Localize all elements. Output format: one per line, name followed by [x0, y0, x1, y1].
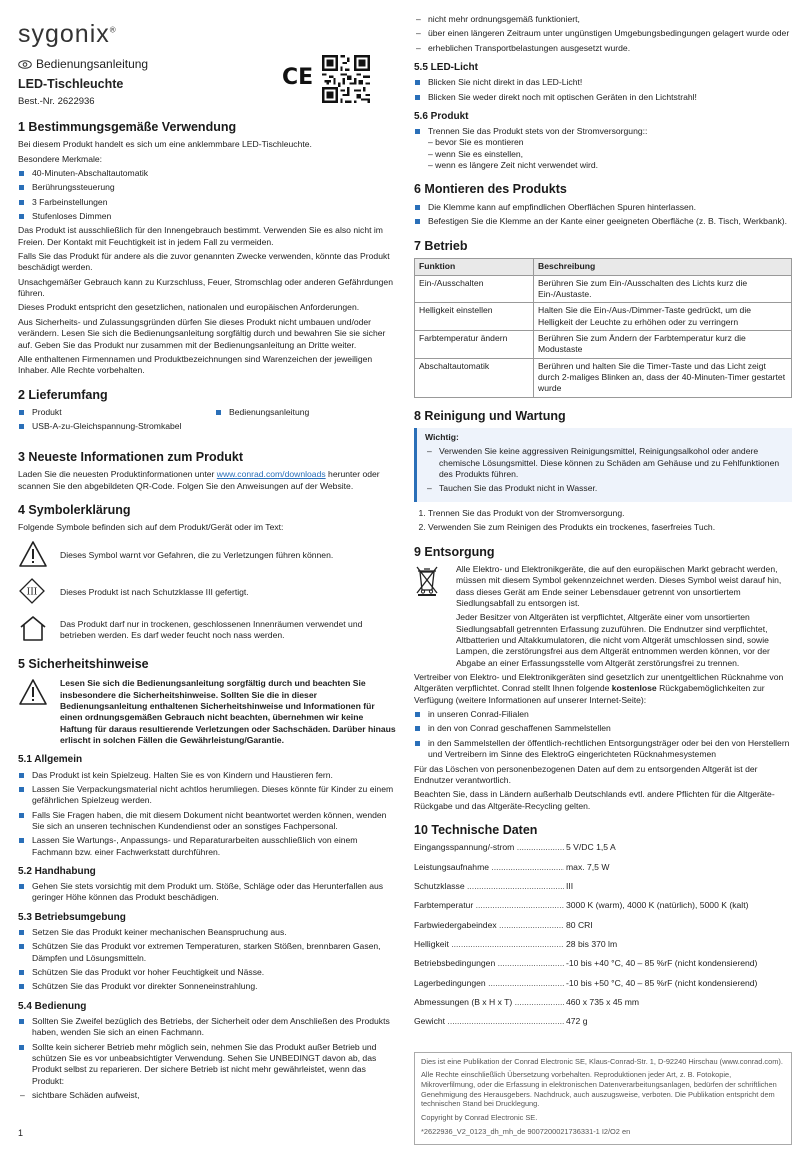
important-box: [414, 428, 792, 502]
right-column: [414, 14, 792, 1145]
table-row: Schutzklasse ..... III: [414, 881, 792, 892]
product-title: LED-Tischleuchte: [18, 76, 124, 91]
symbol-indoor-row: [18, 614, 396, 645]
list-item: Trennen Sie das Produkt stets von der Stromversorgung:: – bevor Sie es montieren – wenn Sie es einstellen, – wenn es längere Zeit nicht verwendet wird.: [414, 126, 792, 171]
warning-triangle-icon: [18, 540, 48, 568]
table-row: Abschaltautomatik Berühren und halten Sie die Timer-Taste und das Licht zeigt durch 2-maliges Blinken an, dass der 40-Minuten-Timer gestartet wurde: [415, 358, 792, 397]
downloads-link[interactable]: www.conrad.com/downloads: [216, 469, 326, 480]
s54-list: [18, 1016, 396, 1087]
list-item: Setzen Sie das Produkt keiner mechanischen Beanspruchung aus.: [18, 927, 396, 938]
weee-text: Alle Elektro- und Elektronikgeräte, die auf den europäischen Markt gebracht werden, müssen mit diesem Symbol gekennzeichnet werden. Dieses Symbol weist darauf hin, dass dieses Gerät am Ende seiner Lebensdauer getrennt von unsortiertem Siedlungsabfall zu entsorgen ist. Jeder Besitzer von Altgeräten ist verpflichtet, Altgeräte einer vom unsortierten Siedlungsabfall getrennten Erfassung zuzuführen. Die Endnutzer sind verpflichtet, Altbatterien und Altakkumulatoren, die nicht vom Altgerät umschlossen sind, sowie Lampen, die zerstörungsfrei aus dem Altgerät entnommen werden können, vor der Abgabe an einer Erfassungsstelle vom Altgerät zerstörungsfrei zu trennen.: [456, 564, 782, 668]
section-5-2-heading: 5.2 Handhabung: [18, 865, 96, 877]
s6-list: [414, 202, 792, 228]
weee-block: [414, 564, 792, 672]
s1-p6: Alle enthaltenen Firmennamen und Produktbezeichnungen sind Warenzeichen der jeweiligen Inhaber. Alle Rechte vorbehalten.: [18, 353, 373, 376]
section-6-heading: 6 Montieren des Produkts: [414, 182, 567, 197]
list-item: Produkt: [18, 407, 199, 418]
table-row: Betriebsbedingungen ..... -10 bis +40 °C, 40 – 85 %rF (nicht kondensierend): [414, 958, 792, 969]
table-row: Farbwiedergabeindex ..... 80 CRI: [414, 920, 792, 931]
list-item: 3 Farbeinstellungen: [18, 197, 396, 208]
section-4-heading: 4 Symbolerklärung: [18, 502, 131, 517]
section-8-heading: 8 Reinigung und Wartung: [414, 408, 566, 423]
delivery-scope: [18, 407, 396, 439]
list-item: – sichtbare Schäden aufweist,: [18, 1090, 396, 1101]
list-item: – Tauchen Sie das Produkt nicht in Wasser.: [425, 483, 786, 494]
list-item: Sollte kein sicherer Betrieb mehr möglich sein, nehmen Sie das Produkt außer Betrieb und schützen Sie es vor unbeabsichtigter Verwendung. Sehen Sie UNBEDINGT davon ab, das Produkt selbst zu reparieren. Der sichere Betrieb ist nicht mehr gewährleistet, wenn das Produkt:: [18, 1042, 396, 1087]
list-item: Berührungssteuerung: [18, 182, 396, 193]
tech-data: [414, 842, 792, 1027]
sym3-text: Das Produkt darf nur in trockenen, geschlossenen Innenräumen verwendet und betrieben werden. Es darf weder feucht noch nass werden.: [60, 618, 363, 641]
section-5-5-heading: 5.5 LED-Licht: [414, 62, 478, 74]
eye-icon: [18, 60, 32, 69]
left-column: [18, 0, 396, 1104]
list-item: Die Klemme kann auf empfindlichen Oberflächen Spuren hinterlassen.: [414, 202, 792, 213]
s1-p5: Aus Sicherheits- und Zulassungsgründen dürfen Sie dieses Produkt nicht umbauen und/oder verändern. Lesen Sie sich die Bedienungsanleitung sorgfältig durch und bewahren Sie sie sicher auf. Geben Sie das Produkt nur zusammen mit der Bedienungsanleitung an Dritte weiter.: [18, 316, 386, 350]
section-5-4-heading: 5.4 Bedienung: [18, 1000, 87, 1012]
crossed-bin-icon: [414, 564, 440, 596]
publication-box: Dies ist eine Publikation der Conrad Electronic SE, Klaus-Conrad-Str. 1, D-92240 Hirschau (www.conrad.com). Alle Rechte einschließlich Übersetzung vorbehalten. Reproduktionen jeder Art, z. B. Fotokopie, Mikroverfilmung, oder die Erfassung in elektronischen Datenverarbeitungsanlagen, bedürfen der schriftlichen Genehmigung des Herausgebers. Nachdruck, auch auszugsweise, verboten. Die Publikation entspricht dem technischen Stand bei Drucklegung. Copyright by Conrad Electronic SE. *2622936_V2_0123_dh_mh_de 9007200021736331-1 I2/O2 en: [414, 1052, 792, 1145]
ce-mark: CE: [282, 65, 314, 90]
table-header: Beschreibung: [534, 259, 792, 275]
cleaning-steps: [414, 508, 792, 534]
s1-intro: Bei diesem Produkt handelt es sich um eine anklemmbare LED-Tischleuchte.: [18, 139, 312, 150]
list-item: USB-A-zu-Gleichspannung-Stromkabel: [18, 421, 199, 432]
section-10-heading: 10 Technische Daten: [414, 822, 538, 837]
s9-list: [414, 709, 792, 760]
table-row: Farbtemperatur ändern Berühren Sie zum Ändern der Farbtemperatur kurz die Modustaste: [415, 330, 792, 358]
table-row: Gewicht ..... 472 g: [414, 1016, 792, 1027]
section-3-heading: 3 Neueste Informationen zum Produkt: [18, 449, 244, 464]
table-row: Leistungsaufnahme ..... max. 7,5 W: [414, 862, 792, 873]
symbol-protection-class-row: [18, 577, 396, 608]
svg-text:III: III: [26, 587, 38, 598]
important-list: [425, 446, 786, 494]
section-2-heading: 2 Lieferumfang: [18, 387, 108, 402]
indoor-house-icon: [18, 614, 48, 642]
list-item: 2. Verwenden Sie zum Reinigen des Produkts ein trockenes, faserfreies Tuch.: [428, 522, 792, 533]
sym1-text: Dieses Symbol warnt vor Gefahren, die zu Verletzungen führen können.: [60, 549, 334, 560]
list-item: Lassen Sie Verpackungsmaterial nicht achtlos herumliegen. Dieses könnte für Kinder zu einem gefährlichen Spielzeug werden.: [18, 784, 396, 807]
list-item: Gehen Sie stets vorsichtig mit dem Produkt um. Stöße, Schläge oder das Herunterfallen aus geringer Höhe können das Produkt beschädigen.: [18, 881, 396, 904]
s3-text: Laden Sie die neuesten Produktinformationen unter www.conrad.com/downloads herunter oder scannen Sie den abgebildeten QR-Code. Folgen Sie den Anweisungen auf der Website.: [18, 469, 380, 491]
manual-label: Bedienungsanleitung: [18, 57, 396, 73]
list-item: Das Produkt ist kein Spielzeug. Halten Sie es von Kindern und Haustieren fern.: [18, 770, 396, 781]
s1-features: [18, 168, 396, 222]
operation-table: [414, 258, 792, 397]
list-item: 1. Trennen Sie das Produkt von der Stromversorgung.: [428, 508, 792, 519]
safety-warning: [18, 678, 396, 746]
s9-p5: Beachten Sie, dass in Ländern außerhalb Deutschlands evtl. andere Pflichten für die Altgeräte-Rückgabe und das Altgeräte-Recycling gelten.: [414, 789, 775, 811]
table-row: Farbtemperatur ..... 3000 K (warm), 4000 K (natürlich), 5000 K (kalt): [414, 900, 792, 911]
delivery-list-1: [18, 407, 199, 436]
table-header: Funktion: [415, 259, 534, 275]
sym2-text: Dieses Produkt ist nach Schutzklasse III gefertigt.: [60, 587, 249, 598]
list-item: Falls Sie Fragen haben, die mit diesem Dokument nicht beantwortet werden können, wenden Sie sich an unseren technischen Kundendienst oder an sonstiges Fachpersonal.: [18, 810, 396, 833]
list-item: in den Sammelstellen der öffentlich-rechtlichen Entsorgungsträger oder bei den von Herstellern und Vertreibern im Sinne des ElektroG eingerichteten Rücknahmesystemen: [414, 738, 792, 761]
table-row: Lagerbedingungen ..... -10 bis +50 °C, 40 – 85 %rF (nicht kondensierend): [414, 978, 792, 989]
page-number: 1: [18, 1128, 24, 1138]
list-item: Bedienungsanleitung: [215, 407, 396, 418]
section-1-heading: 1 Bestimmungsgemäße Verwendung: [18, 119, 237, 134]
list-item: – nicht mehr ordnungsgemäß funktioniert,: [414, 14, 792, 25]
s56-list: [414, 126, 792, 171]
table-row: Abmessungen (B x H x T) ..... 460 x 735 x 45 mm: [414, 997, 792, 1008]
protection-class-iii-icon: [18, 577, 46, 605]
list-item: – erheblichen Transportbelastungen ausgesetzt wurde.: [414, 43, 792, 54]
table-row: Ein-/Ausschalten Berühren Sie zum Ein-/Ausschalten des Lichts kurz die Ein-/Austaste.: [415, 275, 792, 303]
delivery-list-2: [215, 407, 396, 436]
section-5-6-heading: 5.6 Produkt: [414, 110, 469, 122]
list-item: in den von Conrad geschaffenen Sammelstellen: [414, 723, 792, 734]
s1-p2: Falls Sie das Produkt für andere als die zuvor genannten Zwecke verwenden, könnte das Produkt beschädigt werden.: [18, 251, 390, 273]
table-row: Helligkeit einstellen Halten Sie die Ein-/Aus-/Dimmer-Taste gedrückt, um die Helligkeit der Leuchte zu erhöhen oder zu verringern: [415, 303, 792, 331]
safety-warning-text: Lesen Sie sich die Bedienungsanleitung sorgfältig durch und beachten Sie insbesondere die Sicherheitshinweise. Sollten Sie die in dieser Bedienungsanleitung enthaltenen Sicherheitshinweise und Informationen für einen ordnungsgemäßen Gebrauch nicht beachten, übernehmen wir keine Haftung für daraus resultierende Verletzungen oder Sachschäden. Darüber hinaus erlischt in solchen Fällen die Gewährleistung/Garantie.: [60, 678, 396, 746]
list-item: in unseren Conrad-Filialen: [414, 709, 792, 720]
list-item: Schützen Sie das Produkt vor direkter Sonneneinstrahlung.: [18, 981, 396, 992]
s54-dash-list-right: [414, 14, 792, 54]
list-item: – über einen längeren Zeitraum unter ungünstigen Umgebungsbedingungen gelagert wurde oder: [414, 28, 792, 39]
list-item: Schützen Sie das Produkt vor hoher Feuchtigkeit und Nässe.: [18, 967, 396, 978]
list-item: – Verwenden Sie keine aggressiven Reinigungsmittel, Reinigungsalkohol oder andere chemische Lösungsmittel. Diese können zu Schäden am Gehäuse und zu Fehlfunktionen des Produkts führen.: [425, 446, 786, 480]
list-item: Blicken Sie nicht direkt in das LED-Licht!: [414, 77, 792, 88]
section-5-heading: 5 Sicherheitshinweise: [18, 656, 149, 671]
list-item: 40-Minuten-Abschaltautomatik: [18, 168, 396, 179]
list-item: Schützen Sie das Produkt vor extremen Temperaturen, starken Stößen, brennbaren Gasen, Dämpfen und Lösungsmitteln.: [18, 941, 396, 964]
s1-features-label: Besondere Merkmale:: [18, 153, 103, 164]
section-5-1-heading: 5.1 Allgemein: [18, 754, 83, 766]
important-label: Wichtig:: [425, 432, 459, 443]
qr-code: [322, 55, 370, 103]
s9-p4: Für das Löschen von personenbezogenen Daten auf dem zu entsorgenden Altgerät ist der Endnutzer verantwortlich.: [414, 763, 758, 785]
s1-p3: Unsachgemäßer Gebrauch kann zu Kurzschluss, Feuer, Stromschlag oder anderen Gefährdungen führen.: [18, 276, 393, 299]
list-item: Sollten Sie Zweifel bezüglich des Betriebs, der Sicherheit oder dem Anschließen des Produkts haben, wenden Sie sich an einen Fachmann.: [18, 1016, 396, 1039]
warning-triangle-icon: [18, 678, 48, 706]
symbol-warning-row: [18, 540, 396, 571]
s54-dash-list-left: [18, 1090, 396, 1101]
s9-p3: Vertreiber von Elektro- und Elektronikgeräten sind gesetzlich zur unentgeltlichen Rücknahme von Altgeräten verpflichtet. Conrad stellt Ihnen folgende kostenlose Rückgabemöglichkeiten zur Verfügung (weitere Informationen auf unserer Internet-Seite):: [414, 672, 784, 705]
list-item: Lassen Sie Wartungs-, Anpassungs- und Reparaturarbeiten ausschließlich von einem Fachmann bzw. einer Fachwerkstatt durchführen.: [18, 835, 396, 858]
table-row: Eingangsspannung/-strom ..... 5 V/DC 1,5 A: [414, 842, 792, 853]
s53-list: [18, 927, 396, 993]
s55-list: [414, 77, 792, 103]
section-7-heading: 7 Betrieb: [414, 238, 468, 253]
section-5-3-heading: 5.3 Betriebsumgebung: [18, 911, 126, 923]
s1-p4: Dieses Produkt entspricht den gesetzlichen, nationalen und europäischen Anforderungen.: [18, 302, 360, 313]
s51-list: [18, 770, 396, 858]
section-9-heading: 9 Entsorgung: [414, 544, 495, 559]
s52-list: [18, 881, 396, 904]
s1-p1: Das Produkt ist ausschließlich für den Innengebrauch bestimmt. Verwenden Sie es also nicht im Freien. Der Kontakt mit Feuchtigkeit ist in jedem Fall zu vermeiden.: [18, 225, 383, 247]
order-number: Best.-Nr. 2622936: [18, 96, 95, 108]
list-item: Stufenloses Dimmen: [18, 211, 396, 222]
list-item: Blicken Sie weder direkt noch mit optischen Geräten in den Lichtstrahl!: [414, 92, 792, 103]
brand-logo: sygonix®: [18, 20, 117, 48]
s4-intro: Folgende Symbole befinden sich auf dem Produkt/Gerät oder im Text:: [18, 522, 284, 533]
table-row: Helligkeit ..... 28 bis 370 lm: [414, 939, 792, 950]
list-item: Befestigen Sie die Klemme an der Kante einer geeigneten Oberfläche (z. B. Tisch, Werkbank).: [414, 216, 792, 227]
